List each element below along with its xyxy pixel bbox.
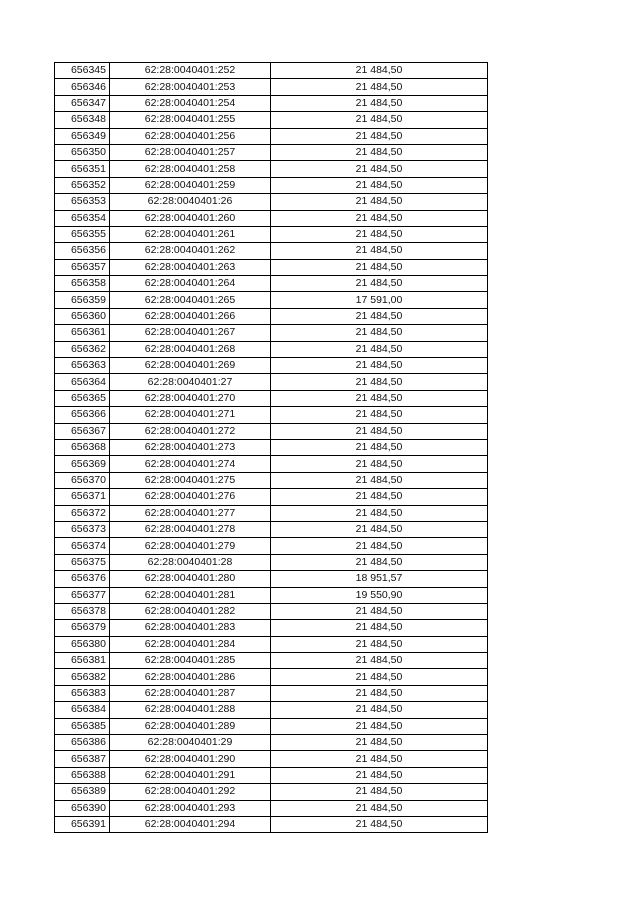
row-number-cell: 656365 (55, 390, 110, 406)
cadastral-number-cell: 62:28:0040401:252 (110, 63, 271, 79)
row-number-cell: 656381 (55, 653, 110, 669)
table-row (55, 292, 488, 308)
row-number-cell: 656353 (55, 194, 110, 210)
table-row (55, 79, 488, 95)
cadastral-number-cell: 62:28:0040401:278 (110, 521, 271, 537)
table-row (55, 276, 488, 292)
cadastral-number-cell: 62:28:0040401:272 (110, 423, 271, 439)
cadastral-number-cell: 62:28:0040401:29 (110, 735, 271, 751)
row-number-cell: 656359 (55, 292, 110, 308)
value-cell: 21 484,50 (271, 308, 488, 324)
table-row (55, 472, 488, 488)
cadastral-number-cell: 62:28:0040401:271 (110, 407, 271, 423)
value-cell: 21 484,50 (271, 439, 488, 455)
cadastral-number-cell: 62:28:0040401:267 (110, 325, 271, 341)
value-cell: 21 484,50 (271, 521, 488, 537)
row-number-cell: 656370 (55, 472, 110, 488)
row-number-cell: 656363 (55, 358, 110, 374)
row-number-cell: 656349 (55, 128, 110, 144)
row-number-cell: 656373 (55, 521, 110, 537)
cadastral-number-cell: 62:28:0040401:286 (110, 669, 271, 685)
table-row (55, 718, 488, 734)
table-row (55, 439, 488, 455)
cadastral-number-cell: 62:28:0040401:292 (110, 784, 271, 800)
row-number-cell: 656368 (55, 439, 110, 455)
cadastral-number-cell: 62:28:0040401:276 (110, 489, 271, 505)
value-cell: 21 484,50 (271, 718, 488, 734)
table-row (55, 226, 488, 242)
cadastral-number-cell: 62:28:0040401:28 (110, 554, 271, 570)
table-row (55, 538, 488, 554)
cadastral-number-cell: 62:28:0040401:282 (110, 603, 271, 619)
value-cell: 21 484,50 (271, 177, 488, 193)
row-number-cell: 656356 (55, 243, 110, 259)
row-number-cell: 656361 (55, 325, 110, 341)
value-cell: 21 484,50 (271, 489, 488, 505)
table-row (55, 259, 488, 275)
row-number-cell: 656386 (55, 735, 110, 751)
cadastral-number-cell: 62:28:0040401:293 (110, 800, 271, 816)
table-row (55, 521, 488, 537)
row-number-cell: 656364 (55, 374, 110, 390)
table-row (55, 194, 488, 210)
value-cell: 21 484,50 (271, 95, 488, 111)
table-row (55, 489, 488, 505)
value-cell: 21 484,50 (271, 538, 488, 554)
table-row (55, 735, 488, 751)
table-row (55, 210, 488, 226)
table-row (55, 407, 488, 423)
value-cell: 21 484,50 (271, 243, 488, 259)
cadastral-number-cell: 62:28:0040401:285 (110, 653, 271, 669)
cadastral-number-cell: 62:28:0040401:26 (110, 194, 271, 210)
cadastral-number-cell: 62:28:0040401:270 (110, 390, 271, 406)
value-cell: 21 484,50 (271, 702, 488, 718)
row-number-cell: 656390 (55, 800, 110, 816)
value-cell: 21 484,50 (271, 341, 488, 357)
cadastral-number-cell: 62:28:0040401:294 (110, 816, 271, 832)
table-body (55, 63, 488, 833)
value-cell: 21 484,50 (271, 112, 488, 128)
table-row (55, 620, 488, 636)
table-row (55, 571, 488, 587)
value-cell: 21 484,50 (271, 259, 488, 275)
row-number-cell: 656389 (55, 784, 110, 800)
row-number-cell: 656350 (55, 144, 110, 160)
row-number-cell: 656357 (55, 259, 110, 275)
row-number-cell: 656372 (55, 505, 110, 521)
cadastral-number-cell: 62:28:0040401:258 (110, 161, 271, 177)
cadastral-number-cell: 62:28:0040401:262 (110, 243, 271, 259)
table-row (55, 128, 488, 144)
value-cell: 21 484,50 (271, 472, 488, 488)
value-cell: 21 484,50 (271, 144, 488, 160)
cadastral-number-cell: 62:28:0040401:266 (110, 308, 271, 324)
value-cell: 21 484,50 (271, 554, 488, 570)
table-row (55, 636, 488, 652)
row-number-cell: 656347 (55, 95, 110, 111)
row-number-cell: 656362 (55, 341, 110, 357)
row-number-cell: 656354 (55, 210, 110, 226)
row-number-cell: 656383 (55, 685, 110, 701)
row-number-cell: 656376 (55, 571, 110, 587)
value-cell: 21 484,50 (271, 620, 488, 636)
value-cell: 21 484,50 (271, 390, 488, 406)
value-cell: 21 484,50 (271, 276, 488, 292)
table-row (55, 341, 488, 357)
table-row (55, 358, 488, 374)
table-row (55, 456, 488, 472)
table-row (55, 702, 488, 718)
row-number-cell: 656346 (55, 79, 110, 95)
cadastral-number-cell: 62:28:0040401:284 (110, 636, 271, 652)
value-cell: 21 484,50 (271, 161, 488, 177)
value-cell: 19 550,90 (271, 587, 488, 603)
row-number-cell: 656388 (55, 767, 110, 783)
value-cell: 21 484,50 (271, 358, 488, 374)
value-cell: 21 484,50 (271, 194, 488, 210)
cadastral-number-cell: 62:28:0040401:269 (110, 358, 271, 374)
cadastral-number-cell: 62:28:0040401:274 (110, 456, 271, 472)
table-row (55, 144, 488, 160)
row-number-cell: 656379 (55, 620, 110, 636)
row-number-cell: 656369 (55, 456, 110, 472)
cadastral-number-cell: 62:28:0040401:288 (110, 702, 271, 718)
row-number-cell: 656345 (55, 63, 110, 79)
row-number-cell: 656378 (55, 603, 110, 619)
table-row (55, 653, 488, 669)
row-number-cell: 656351 (55, 161, 110, 177)
row-number-cell: 656391 (55, 816, 110, 832)
table-row (55, 603, 488, 619)
row-number-cell: 656385 (55, 718, 110, 734)
cadastral-number-cell: 62:28:0040401:273 (110, 439, 271, 455)
value-cell: 21 484,50 (271, 800, 488, 816)
row-number-cell: 656352 (55, 177, 110, 193)
value-cell: 21 484,50 (271, 685, 488, 701)
cadastral-number-cell: 62:28:0040401:290 (110, 751, 271, 767)
row-number-cell: 656387 (55, 751, 110, 767)
cadastral-number-cell: 62:28:0040401:265 (110, 292, 271, 308)
table-row (55, 95, 488, 111)
row-number-cell: 656380 (55, 636, 110, 652)
row-number-cell: 656360 (55, 308, 110, 324)
row-number-cell: 656371 (55, 489, 110, 505)
table-row (55, 669, 488, 685)
value-cell: 21 484,50 (271, 669, 488, 685)
value-cell: 21 484,50 (271, 767, 488, 783)
value-cell: 21 484,50 (271, 407, 488, 423)
row-number-cell: 656384 (55, 702, 110, 718)
value-cell: 21 484,50 (271, 210, 488, 226)
value-cell: 18 951,57 (271, 571, 488, 587)
cadastral-number-cell: 62:28:0040401:264 (110, 276, 271, 292)
value-cell: 21 484,50 (271, 79, 488, 95)
table-row (55, 800, 488, 816)
cadastral-number-cell: 62:28:0040401:259 (110, 177, 271, 193)
value-cell: 21 484,50 (271, 63, 488, 79)
cadastral-number-cell: 62:28:0040401:289 (110, 718, 271, 734)
table-row (55, 243, 488, 259)
row-number-cell: 656367 (55, 423, 110, 439)
row-number-cell: 656348 (55, 112, 110, 128)
row-number-cell: 656382 (55, 669, 110, 685)
cadastral-number-cell: 62:28:0040401:255 (110, 112, 271, 128)
row-number-cell: 656355 (55, 226, 110, 242)
cadastral-number-cell: 62:28:0040401:280 (110, 571, 271, 587)
table-row (55, 161, 488, 177)
row-number-cell: 656374 (55, 538, 110, 554)
data-table (54, 62, 488, 833)
table-row (55, 63, 488, 79)
table-row (55, 177, 488, 193)
cadastral-number-cell: 62:28:0040401:268 (110, 341, 271, 357)
cadastral-number-cell: 62:28:0040401:283 (110, 620, 271, 636)
value-cell: 21 484,50 (271, 653, 488, 669)
table-row (55, 112, 488, 128)
table-row (55, 374, 488, 390)
cadastral-number-cell: 62:28:0040401:257 (110, 144, 271, 160)
table-row (55, 505, 488, 521)
value-cell: 21 484,50 (271, 603, 488, 619)
table-row (55, 816, 488, 832)
value-cell: 21 484,50 (271, 423, 488, 439)
cadastral-number-cell: 62:28:0040401:287 (110, 685, 271, 701)
cadastral-number-cell: 62:28:0040401:263 (110, 259, 271, 275)
cadastral-number-cell: 62:28:0040401:256 (110, 128, 271, 144)
cadastral-number-cell: 62:28:0040401:281 (110, 587, 271, 603)
value-cell: 21 484,50 (271, 636, 488, 652)
value-cell: 21 484,50 (271, 128, 488, 144)
value-cell: 21 484,50 (271, 505, 488, 521)
cadastral-number-cell: 62:28:0040401:27 (110, 374, 271, 390)
cadastral-number-cell: 62:28:0040401:291 (110, 767, 271, 783)
value-cell: 21 484,50 (271, 456, 488, 472)
value-cell: 21 484,50 (271, 735, 488, 751)
cadastral-number-cell: 62:28:0040401:260 (110, 210, 271, 226)
row-number-cell: 656366 (55, 407, 110, 423)
table-row (55, 784, 488, 800)
table-row (55, 423, 488, 439)
table-row (55, 554, 488, 570)
value-cell: 21 484,50 (271, 226, 488, 242)
value-cell: 17 591,00 (271, 292, 488, 308)
value-cell: 21 484,50 (271, 325, 488, 341)
row-number-cell: 656375 (55, 554, 110, 570)
row-number-cell: 656358 (55, 276, 110, 292)
cadastral-number-cell: 62:28:0040401:275 (110, 472, 271, 488)
table-row (55, 587, 488, 603)
table-row (55, 325, 488, 341)
value-cell: 21 484,50 (271, 751, 488, 767)
table-row (55, 390, 488, 406)
cadastral-number-cell: 62:28:0040401:277 (110, 505, 271, 521)
value-cell: 21 484,50 (271, 374, 488, 390)
table-row (55, 308, 488, 324)
table-row (55, 685, 488, 701)
cadastral-number-cell: 62:28:0040401:253 (110, 79, 271, 95)
cadastral-number-cell: 62:28:0040401:254 (110, 95, 271, 111)
cadastral-number-cell: 62:28:0040401:261 (110, 226, 271, 242)
table-row (55, 751, 488, 767)
value-cell: 21 484,50 (271, 784, 488, 800)
table-row (55, 767, 488, 783)
cadastral-number-cell: 62:28:0040401:279 (110, 538, 271, 554)
value-cell: 21 484,50 (271, 816, 488, 832)
row-number-cell: 656377 (55, 587, 110, 603)
